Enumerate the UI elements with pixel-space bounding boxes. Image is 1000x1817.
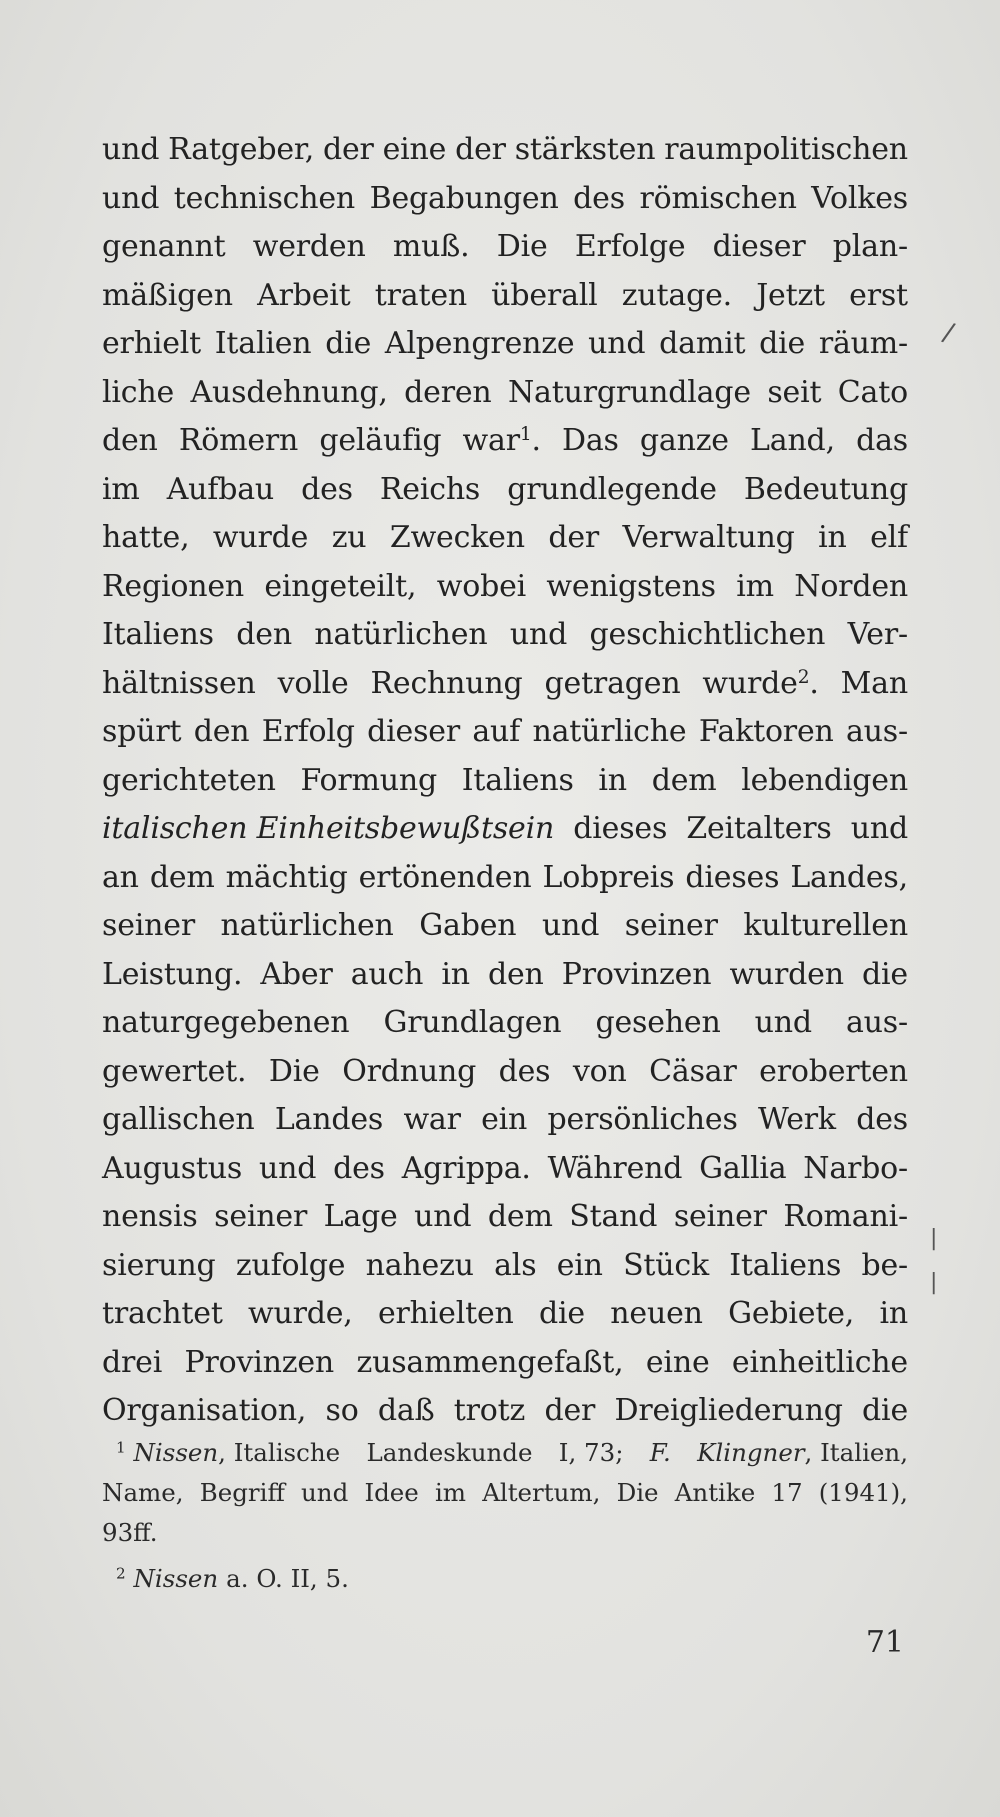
word: des [333, 1150, 385, 1186]
word: eine [382, 132, 447, 167]
word: ein [556, 1247, 603, 1283]
word: und [541, 908, 600, 943]
word: Aufbau [166, 471, 275, 507]
word: den [193, 714, 250, 749]
word: wobei [436, 568, 527, 604]
word: aus- [846, 1005, 908, 1040]
word: Organisation, [102, 1393, 307, 1428]
footnote-2-number: 2 [116, 1564, 126, 1583]
footnote-1-word: Name, [102, 1478, 184, 1507]
word: Cato [837, 374, 908, 410]
word: Die [268, 1053, 320, 1089]
footnote-1-word: Begriff [199, 1478, 285, 1507]
word: Naturgrundlage [507, 374, 751, 410]
footnote-1-word: , Italische [218, 1438, 341, 1467]
word: nahezu [365, 1247, 474, 1283]
word: der [455, 132, 506, 167]
word: seiner [624, 908, 718, 943]
footnote-1-word: I, 73; [558, 1438, 624, 1467]
word: lebendigen [741, 762, 908, 798]
text-line [102, 999, 908, 1048]
word: Leistung. [102, 956, 243, 992]
word: natürlichen [314, 617, 488, 652]
word: des [573, 180, 625, 216]
footnotes [102, 1433, 908, 1599]
word: hatte, [102, 520, 190, 555]
word: wenigstens [546, 568, 716, 604]
word: in [441, 956, 470, 992]
word: getragen [544, 665, 681, 701]
word: Man [840, 665, 908, 701]
text-line [102, 126, 908, 175]
word: zusammengefaßt, [356, 1344, 624, 1380]
word: erhielten [377, 1296, 514, 1331]
word: Lage [323, 1199, 398, 1234]
word: Landes [274, 1102, 384, 1137]
word: be- [861, 1247, 908, 1283]
word: natürlichen [220, 908, 394, 943]
text-line [102, 369, 908, 418]
word: eroberten [759, 1053, 908, 1089]
word: gerichteten [102, 762, 276, 798]
word: wurde$^2$. [702, 665, 819, 701]
word: Lobpreis [542, 859, 675, 895]
word: einheitliche [731, 1344, 908, 1380]
word: des [301, 471, 353, 507]
word: geschichtlichen [589, 617, 826, 652]
word: Erfolg [261, 714, 355, 749]
word: Werk [758, 1102, 836, 1137]
word: Jetzt [756, 277, 825, 313]
word: stärksten [514, 132, 656, 167]
word: Begabungen [369, 180, 559, 216]
word: Zeitalters [686, 811, 832, 846]
word: damit [659, 326, 746, 361]
word: des [856, 1102, 908, 1137]
footnote-2-text: a. O. II, 5. [226, 1564, 349, 1593]
footnote-2-lead [116, 1559, 218, 1599]
word: Das [562, 423, 619, 458]
word: überall [491, 277, 598, 313]
footnote-1-tail [697, 1433, 908, 1473]
footnote-1-line-1 [102, 1433, 908, 1473]
word: den [236, 617, 292, 652]
word: in [879, 1296, 908, 1331]
text-line [102, 417, 908, 466]
margin-pencil-mark: / [939, 317, 958, 349]
word: der [322, 132, 374, 167]
word: Die [496, 229, 548, 264]
word: Erfolge [574, 229, 686, 264]
word: die [861, 956, 908, 992]
word: und [588, 326, 646, 361]
footnote-2 [102, 1559, 908, 1599]
word: Italiens [729, 1247, 842, 1283]
word: geläufig [319, 423, 442, 458]
word: gesehen [595, 1005, 721, 1040]
word: auch [350, 956, 424, 992]
word: Gallia [699, 1150, 787, 1186]
footnote-1-word: und [301, 1478, 349, 1507]
word: war [403, 1102, 461, 1137]
word: Gaben [419, 908, 517, 943]
word: das [856, 423, 908, 458]
word: auf [472, 714, 521, 749]
word: zu [331, 520, 367, 555]
word: erst [849, 277, 908, 313]
text-line [102, 1242, 908, 1291]
word: räum- [818, 326, 908, 361]
word: Land, [750, 423, 835, 458]
word: seiner [102, 908, 195, 943]
footnote-1-word: F. [649, 1438, 671, 1467]
word: Römern [178, 423, 299, 458]
text-line [102, 175, 908, 224]
word: Während [547, 1150, 683, 1186]
word: trotz [453, 1393, 526, 1428]
footnote-1-word: , Italien, [804, 1438, 908, 1467]
main-text [102, 126, 908, 1436]
footnote-1-word: (1941), [818, 1478, 908, 1507]
margin-pencil-mark: | [930, 1270, 938, 1295]
word: die [325, 326, 372, 361]
word: der [544, 1393, 596, 1428]
word: wurden [729, 956, 844, 992]
margin-pencil-mark: | [930, 1226, 938, 1251]
word: ein [481, 1102, 528, 1137]
word: seiner [214, 1199, 308, 1234]
word: seit [767, 374, 822, 410]
text-line [102, 1387, 908, 1436]
word: Narbo- [803, 1150, 908, 1186]
word: seiner [673, 1199, 767, 1234]
word: liche [102, 374, 175, 410]
word: Ver- [847, 617, 908, 652]
word: daß [377, 1393, 435, 1428]
text-line [102, 563, 908, 612]
word: ertönenden [358, 859, 532, 895]
word: gallischen [102, 1102, 255, 1137]
word: und [102, 132, 160, 167]
footnote-1-word: Die [616, 1478, 659, 1507]
word: Italiens [102, 617, 214, 652]
word: die [862, 1393, 908, 1428]
page-number: 71 [865, 1625, 904, 1660]
text-line [102, 1145, 908, 1194]
word: Dreigliederung [614, 1393, 843, 1428]
text-line [102, 1290, 908, 1339]
word: Zwecken [389, 520, 525, 555]
word: mächtig [225, 859, 348, 895]
footnote-1-lead [116, 1433, 340, 1473]
word: des [498, 1053, 551, 1089]
word: Landes, [790, 859, 908, 895]
word: Romani- [783, 1199, 908, 1234]
word: dem [651, 762, 717, 798]
word: trachtet [102, 1296, 223, 1331]
word: zufolge [235, 1247, 346, 1283]
word: und [414, 1199, 472, 1234]
text-line [102, 272, 908, 321]
text-line [102, 1048, 908, 1097]
word: volle [277, 665, 349, 701]
text-line [102, 902, 908, 951]
text-line [102, 611, 908, 660]
word: genannt [102, 229, 226, 264]
footnote-1-word: Idee [364, 1478, 419, 1507]
text-line [102, 708, 908, 757]
text-line [102, 466, 908, 515]
word: römischen [639, 180, 797, 216]
footnote-1-pages: 93ff. [102, 1518, 158, 1547]
word: ganze [639, 423, 729, 458]
text-line [102, 951, 908, 1000]
word: nensis [102, 1199, 198, 1234]
word: Formung [300, 762, 438, 798]
word: und [102, 180, 160, 216]
word: persönliches [547, 1102, 738, 1137]
word: von [572, 1053, 627, 1089]
word: kulturellen [743, 908, 908, 943]
footnote-1-author-2: Klingner [697, 1438, 805, 1467]
word: mäßigen [102, 277, 233, 313]
text-line [102, 223, 908, 272]
word: dieses [573, 811, 668, 846]
word: naturgegebenen [102, 1005, 350, 1040]
word: Italien [214, 326, 312, 361]
word: Verwaltung [622, 520, 795, 555]
word: wurde, [248, 1296, 353, 1331]
word: und [258, 1150, 317, 1186]
word: plan- [832, 229, 908, 264]
word: in [598, 762, 627, 798]
word: deren [404, 374, 492, 410]
word: spürt [102, 714, 182, 749]
word: grundlegende [507, 471, 717, 507]
word: wurde [212, 520, 309, 555]
footnote-1-number: 1 [116, 1438, 126, 1457]
text-line [102, 757, 908, 806]
text-line [102, 854, 908, 903]
word: erhielt [102, 326, 202, 361]
footnote-1-word: Altertum, [482, 1478, 601, 1507]
word: Gebiete, [728, 1296, 855, 1331]
word: den [487, 956, 544, 992]
word: neuen [610, 1296, 703, 1331]
word: Regionen [102, 568, 244, 604]
text-line [102, 1339, 908, 1388]
word: italischen Einheitsbewußtsein [102, 811, 555, 846]
footnote-1-word: 17 [771, 1478, 803, 1507]
word: Augustus [102, 1150, 243, 1186]
footnote-1-line-3 [102, 1513, 908, 1553]
word: dieser [367, 714, 460, 749]
word: Faktoren [698, 714, 834, 749]
footnote-marker: 1 [519, 423, 532, 445]
word: Ausdehnung, [190, 374, 388, 410]
word: raumpolitischen [664, 132, 908, 167]
word: Stand [569, 1199, 658, 1234]
word: gewertet. [102, 1053, 247, 1089]
word: sierung [102, 1247, 216, 1283]
word: Stück [623, 1247, 709, 1283]
word: hältnissen [102, 665, 256, 701]
word: Provinzen [561, 956, 712, 992]
text-line [102, 1193, 908, 1242]
word: werden [252, 229, 366, 264]
footnote-1-word: im [434, 1478, 467, 1507]
word: Reichs [379, 471, 481, 507]
word: Ordnung [342, 1053, 477, 1089]
word: Volkes [811, 180, 908, 216]
word: als [494, 1247, 537, 1283]
text-line [102, 320, 908, 369]
word: drei [102, 1344, 163, 1380]
word: muß. [392, 229, 470, 264]
word: elf [870, 520, 908, 555]
word: war$^1$. [462, 423, 541, 458]
word: Agrippa. [401, 1150, 531, 1186]
word: die [759, 326, 806, 361]
word: zutage. [621, 277, 732, 313]
word: die [539, 1296, 585, 1331]
footnote-2-author: Nissen [133, 1564, 219, 1593]
word: an [102, 859, 139, 895]
text-line [102, 660, 908, 709]
word: und [509, 617, 568, 652]
word: Provinzen [184, 1344, 335, 1380]
word: dieser [712, 229, 806, 264]
word: dieses [685, 859, 780, 895]
word: Ratgeber, [168, 132, 315, 167]
word: traten [374, 277, 467, 313]
word: der [548, 520, 600, 555]
word: Norden [794, 568, 908, 604]
word: eingeteilt, [264, 568, 417, 604]
word: in [818, 520, 847, 555]
word: und [754, 1005, 812, 1040]
word: dem [487, 1199, 553, 1234]
word: Bedeutung [743, 471, 908, 507]
word: im [736, 568, 774, 604]
word: technischen [173, 180, 356, 216]
word: im [102, 471, 140, 507]
word: natürliche [532, 714, 687, 749]
word: dem [149, 859, 215, 895]
footnote-1-word: Landeskunde [366, 1438, 533, 1467]
word: Aber [260, 956, 333, 992]
word: Italiens [461, 762, 574, 798]
word: Alpengrenze [384, 326, 575, 361]
word: Cäsar [649, 1053, 737, 1089]
footnote-1-line-2 [102, 1473, 908, 1513]
text-line [102, 514, 908, 563]
word: Arbeit [257, 277, 351, 313]
text-line [102, 1096, 908, 1145]
word: so [325, 1393, 359, 1428]
word: und [850, 811, 908, 846]
word: eine [645, 1344, 710, 1380]
word: den [102, 423, 158, 458]
word: Grundlagen [383, 1005, 562, 1040]
text-line [102, 805, 908, 854]
footnote-1-author: Nissen [133, 1438, 219, 1467]
footnote-1-word: Antike [674, 1478, 756, 1507]
word: Rechnung [370, 665, 523, 701]
footnote-marker: 2 [797, 666, 810, 688]
word: aus- [846, 714, 908, 749]
